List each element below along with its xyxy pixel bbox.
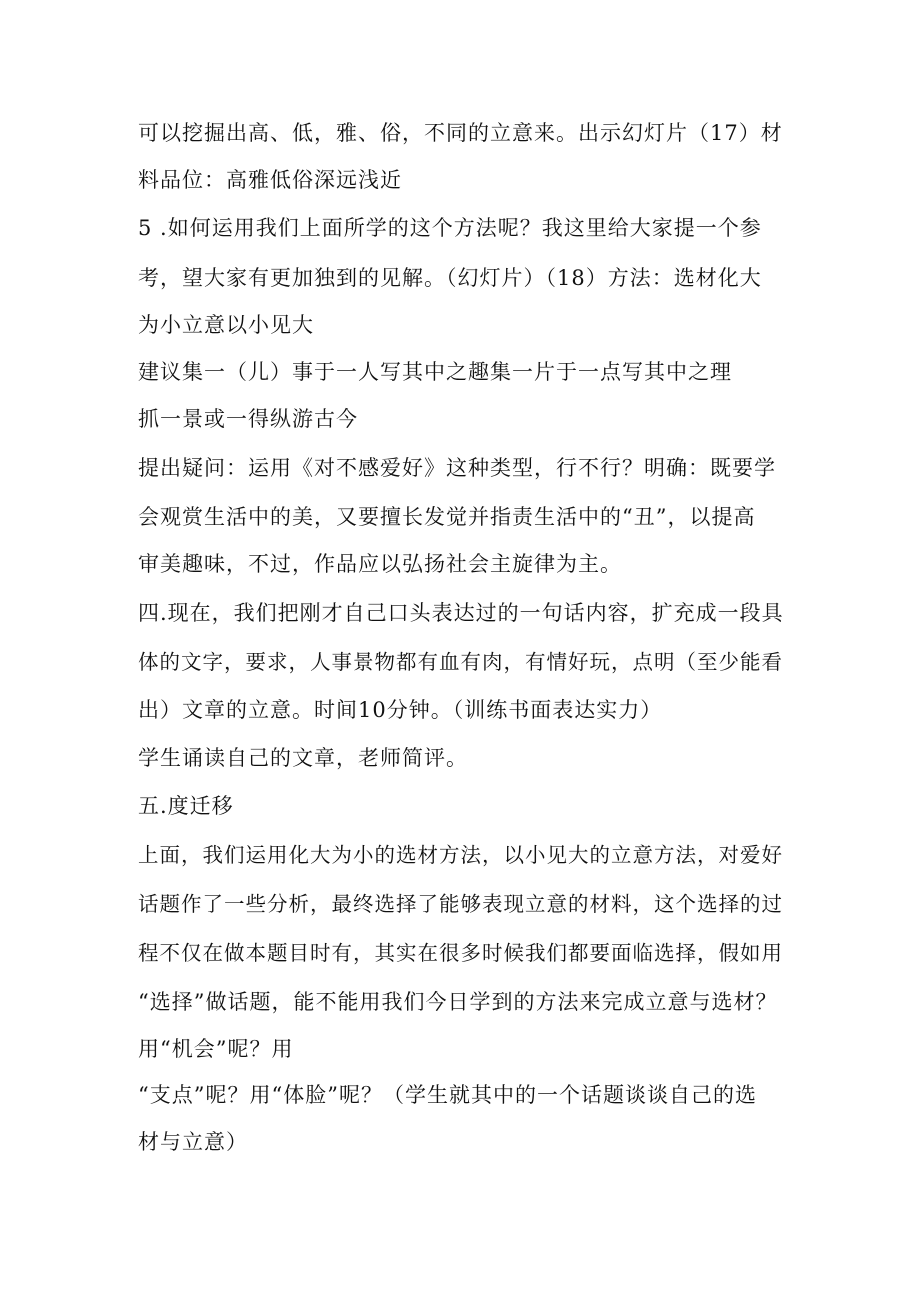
text-line-9: 会观赏生活中的美，又要擅长发觉并指责生活中的“丑”，以提高 bbox=[138, 505, 756, 529]
text-line-7: 抓一景或一得纵游古今 bbox=[138, 407, 358, 431]
text-line-11: 四.现在，我们把刚才自己口头表达过的一句话内容，扩充成一段具 bbox=[138, 601, 784, 625]
text-line-19: “选择”做话题，能不能用我们今日学到的方法来完成立意与选材？ bbox=[138, 990, 778, 1014]
text-line-18: 程不仅在做本题目时有，其实在很多时候我们都要面临选择，假如用 bbox=[138, 941, 783, 965]
text-line-6: 建议集一（儿）事于一人写其中之趣集一片于一点写其中之理 bbox=[138, 360, 732, 384]
text-line-10: 审美趣味，不过，作品应以弘扬社会主旋律为主。 bbox=[138, 552, 622, 576]
text-line-22: 材与立意） bbox=[138, 1130, 248, 1154]
text-line-13: 出）文章的立意。时间10分钟。（训练书面表达实力） bbox=[138, 698, 663, 722]
text-line-15: 五.度迁移 bbox=[138, 794, 234, 818]
text-line-3: 5 .如何运用我们上面所学的这个方法呢？我这里给大家提一个参 bbox=[138, 216, 762, 240]
text-line-8: 提出疑问：运用《对不感爱好》这种类型，行不行？明确：既要学 bbox=[138, 456, 776, 480]
text-line-17: 话题作了一些分析，最终选择了能够表现立意的材料，这个选择的过 bbox=[138, 892, 783, 916]
text-line-16: 上面，我们运用化大为小的选材方法，以小见大的立意方法，对爱好 bbox=[138, 843, 783, 867]
text-line-14: 学生诵读自己的文章，老师简评。 bbox=[138, 746, 468, 770]
text-line-12: 体的文字，要求，人事景物都有血有肉，有情好玩，点明（至少能看 bbox=[138, 650, 783, 674]
text-line-4: 考，望大家有更加独到的见解。（幻灯片）（18）方法：选材化大 bbox=[138, 266, 762, 290]
text-line-5: 为小立意以小见大 bbox=[138, 313, 314, 337]
text-line-21: “支点”呢？用“体脸”呢？（学生就其中的一个话题谈谈自己的选 bbox=[138, 1083, 757, 1107]
text-line-1: 可以挖掘出高、低，雅、俗，不同的立意来。出示幻灯片（17）材 bbox=[138, 121, 783, 145]
text-line-2: 料品位：高雅低俗深远浅近 bbox=[138, 168, 402, 192]
text-line-20: 用“机会”呢？用 bbox=[138, 1037, 294, 1061]
